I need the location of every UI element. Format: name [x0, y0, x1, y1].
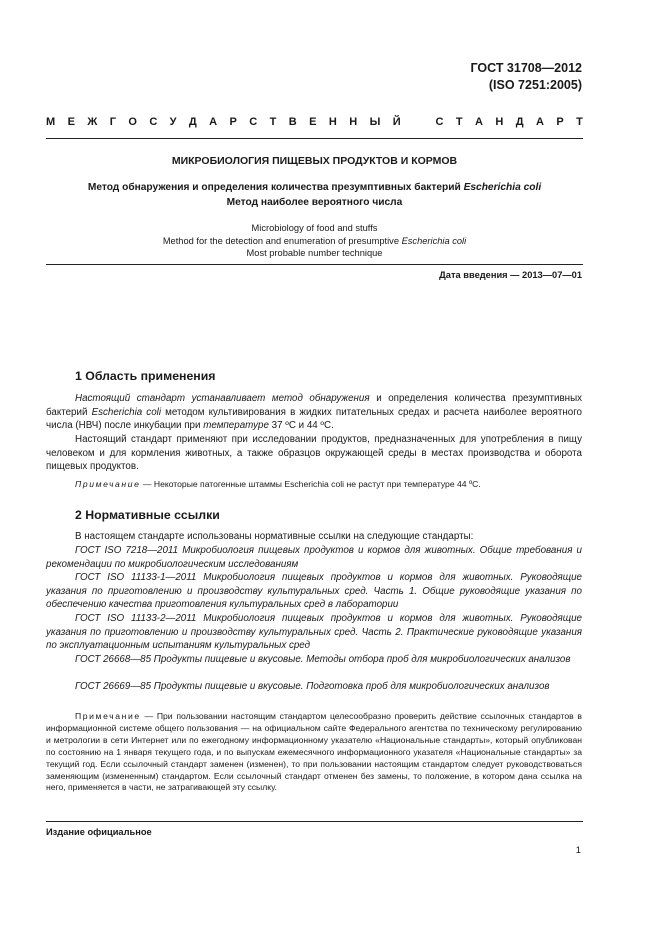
title-en [46, 222, 583, 260]
title-en-line1: Microbiology of food and stuffs [251, 223, 378, 233]
std-type-letter: Г [109, 116, 116, 128]
reference-item: ГОСТ ISO 7218—2011 Микробиология пищевых продуктов и кормов для животных. Общие требования и рекомендации по микробиологическим исследованиям [46, 545, 582, 570]
reference-item: ГОСТ ISO 11133-1—2011 Микробиология пищевых продуктов и кормов для животных. Руководящие указания по приготовлению и производству культуральных сред. Часть 1. Общие руководящие указания по обеспечению качества приготовления культуральных сред в лаборатории [46, 572, 582, 611]
std-type-letter: Т [269, 116, 277, 128]
std-type-letter: Т [455, 116, 463, 128]
std-type-letter: У [169, 116, 177, 128]
section-2-heading: 2 Нормативные ссылки [75, 508, 220, 522]
std-type-letter: Е [309, 116, 317, 128]
section-1-paragraph-2: Настоящий стандарт применяют при исследовании продуктов, предназначенных для употребления в пищу человеком и для кормления животных, а также образцов окружающей среды в местах производства и оборота пищевых продуктов. [46, 434, 582, 473]
subtitle-ru-line1: Метод обнаружения и определения количества презумптивных бактерий Escherichia coli [87, 182, 542, 193]
std-type-letter: Й [392, 116, 401, 128]
page-number: 1 [575, 845, 581, 856]
std-type-letter: О [128, 116, 137, 128]
std-number: ГОСТ 31708—2012 [470, 61, 582, 75]
std-type-letter: Р [229, 116, 237, 128]
subtitle-ru-line2: Метод наиболее вероятного числа [226, 197, 403, 208]
reference-item: ГОСТ ISO 11133-2—2011 Микробиология пищевых продуктов и кормов для животных. Руководящие указания по приготовлению и производству культуральных сред. Часть 2. Практические руководящие указания по эксплуатационным испытаниям культуральных сред [46, 613, 582, 652]
subtitle-ru [46, 180, 583, 210]
std-type-letter: Р [556, 116, 564, 128]
std-type-letter: Ы [369, 116, 381, 128]
title-en-line3: Most probable number technique [246, 248, 383, 258]
iso-number: (ISO 7251:2005) [488, 78, 582, 92]
std-type-letter: В [288, 116, 297, 128]
std-type-letter: С [435, 116, 444, 128]
introduction-date: Дата введения — 2013—07—01 [439, 270, 582, 280]
standard-type-heading [46, 116, 583, 128]
title-en-line2: Method for the detection and enumeration of presumptive Escherichia coli [162, 235, 467, 246]
title-ru: МИКРОБИОЛОГИЯ ПИЩЕВЫХ ПРОДУКТОВ И КОРМОВ [171, 155, 458, 167]
std-type-letter: Н [349, 116, 358, 128]
footer-divider [46, 821, 583, 822]
standard-number-block [470, 60, 582, 94]
std-type-letter: С [149, 116, 158, 128]
std-type-letter: М [46, 116, 56, 128]
top-divider [46, 138, 583, 139]
std-type-letter: Е [67, 116, 75, 128]
section-1-heading: 1 Область применения [75, 369, 216, 383]
section-1-paragraph-1: Настоящий стандарт устанавливает метод обнаружения и определения количества презумптивных бактерий Escherichia coli методом культивирования в жидких питательных средах и расчета наиболее вероятного числа (НВЧ) после инкубации при температуре 37 ºС и 44 ºС. [46, 393, 583, 432]
std-type-letter: Т [576, 116, 583, 128]
reference-item: ГОСТ 26669—85 Продукты пищевые и вкусовые. Подготовка проб для микробиологических анализов [75, 681, 550, 692]
std-type-letter: Д [188, 116, 197, 128]
title-divider [46, 264, 583, 265]
section-1-note: Примечание — Некоторые патогенные штаммы Escherichia coli не растут при температуре 44 ºС. [75, 479, 481, 489]
std-type-letter: А [535, 116, 544, 128]
edition-label: Издание официальное [46, 827, 152, 837]
reference-item: ГОСТ 26668—85 Продукты пищевые и вкусовые. Методы отбора проб для микробиологических анализов [75, 654, 571, 665]
std-type-letter: С [249, 116, 258, 128]
std-type-letter: Н [328, 116, 337, 128]
std-type-letter: А [475, 116, 483, 128]
std-type-letter [413, 116, 423, 128]
section-2-intro: В настоящем стандарте использованы нормативные ссылки на следующие стандарты: [75, 531, 474, 542]
std-type-letter: Н [495, 116, 504, 128]
section-2-note: Примечание — При пользовании настоящим стандартом целесообразно проверить действие ссылочных стандартов в информационной системе общего пользования — на официальном сайте Федерального агентства по техническому регулированию и метрологии в сети Интернет или по ежегодному информационному указателю «Национальные стандарты», который опубликован по состоянию на 1 января текущего года, и по выпускам ежемесячного информационного указателя «Национальные стандарты» за текущий год. Если ссылочный стандарт заменен (изменен), то при пользовании настоящим стандартом следует руководствоваться заменяющим (измененным) стандартом. Если ссылочный стандарт отменен без замены, то положение, в котором дана ссылка на него, применяется в части, не затрагивающей эту ссылку. [46, 711, 582, 793]
std-type-letter: А [209, 116, 218, 128]
std-type-letter: Д [515, 116, 524, 128]
std-type-letter: Ж [87, 116, 98, 128]
